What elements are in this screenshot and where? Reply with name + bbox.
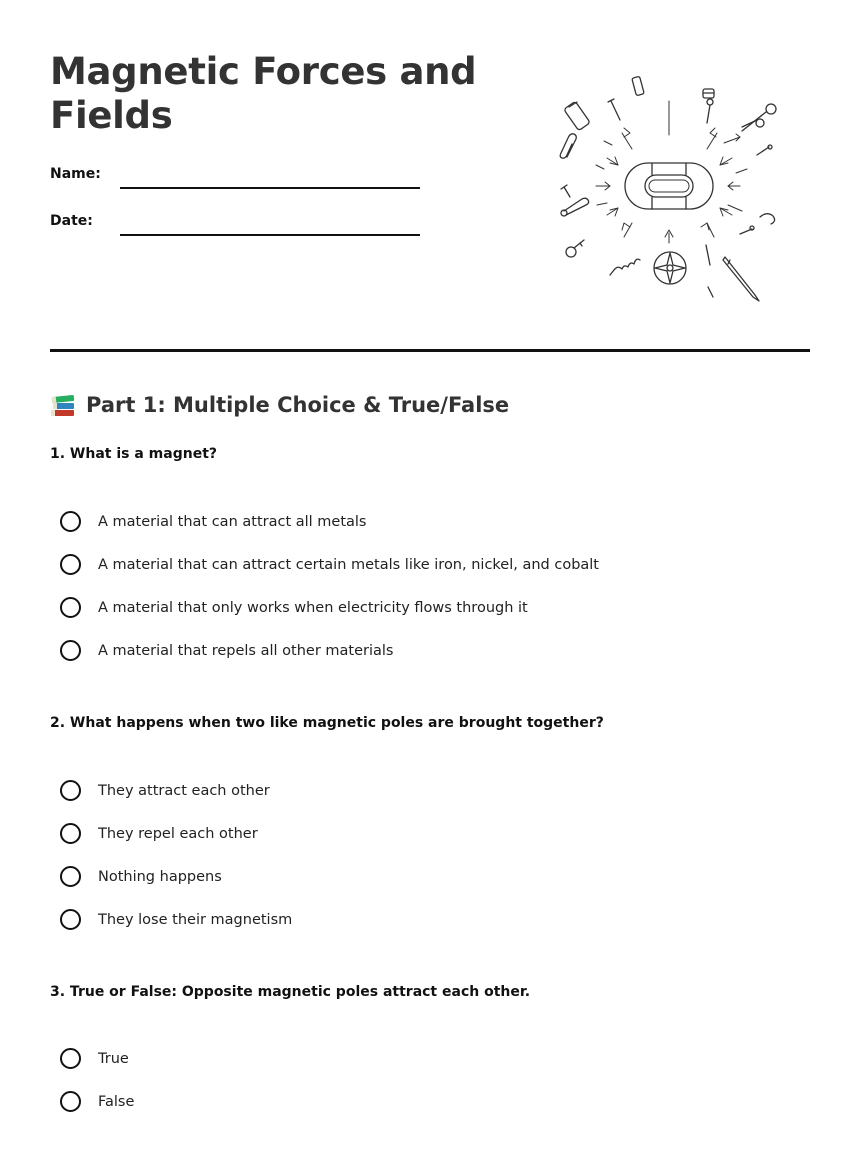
radio-button[interactable] [60, 597, 81, 618]
spring-icon [610, 259, 640, 275]
question-2-options [60, 769, 800, 941]
scissors-icon [742, 104, 776, 131]
option-label: They lose their magnetism [98, 911, 293, 928]
pin-icon [757, 145, 772, 155]
question-2-option-a[interactable] [60, 769, 800, 812]
option-label: A material that can attract all metals [98, 513, 367, 530]
date-field[interactable] [120, 234, 420, 236]
hook-icon [760, 214, 775, 224]
option-label: A material that can attract certain metals like iron, nickel, and cobalt [98, 556, 599, 573]
radio-button[interactable] [60, 640, 81, 661]
question-1-option-c[interactable] [60, 586, 800, 629]
question-3 [50, 982, 810, 1110]
battery-icon [564, 101, 590, 130]
question-2-text: 2. What happens when two like magnetic poles are brought together? [50, 715, 604, 731]
radio-button[interactable] [60, 909, 81, 930]
date-field-row [50, 207, 420, 237]
safety-pin-icon [561, 198, 589, 216]
books-icon [50, 392, 76, 418]
question-1-option-b[interactable] [60, 543, 800, 586]
question-1-option-d[interactable] [60, 629, 800, 672]
key-icon [566, 240, 584, 257]
page-title: Magnetic Forces and Fields [50, 50, 477, 137]
name-field[interactable] [120, 187, 420, 189]
radio-button[interactable] [60, 1048, 81, 1069]
option-label: True [98, 1050, 129, 1067]
radio-button[interactable] [60, 1091, 81, 1112]
question-1-text: 1. What is a magnet? [50, 446, 218, 462]
question-1-options [60, 500, 800, 672]
screw-icon [707, 99, 713, 123]
small-bolt-icon [561, 185, 570, 197]
needle-icon [706, 245, 713, 297]
question-3-options [60, 1037, 800, 1123]
part1-heading-text: Part 1: Multiple Choice & True/False [86, 393, 510, 417]
paperclip-icon [560, 134, 576, 158]
question-3-option-true[interactable] [60, 1037, 800, 1080]
name-label: Name: [50, 166, 101, 182]
question-3-option-false[interactable] [60, 1080, 800, 1123]
pen-icon [723, 257, 759, 301]
compass-icon [654, 252, 686, 284]
date-label: Date: [50, 213, 93, 229]
magnet-illustration-icon [552, 65, 787, 310]
option-label: False [98, 1093, 135, 1110]
question-1-option-a[interactable] [60, 500, 800, 543]
radio-button[interactable] [60, 823, 81, 844]
question-2 [50, 713, 810, 928]
option-label: A material that only works when electricity flows through it [98, 599, 528, 616]
option-label: A material that repels all other materials [98, 642, 394, 659]
option-label: They attract each other [98, 782, 270, 799]
name-field-row [50, 160, 420, 190]
header-divider [50, 349, 810, 352]
part1-heading [50, 388, 509, 422]
field-arrows-icon [596, 101, 747, 243]
question-2-option-d[interactable] [60, 898, 800, 941]
nut-icon [703, 89, 714, 98]
radio-button[interactable] [60, 866, 81, 887]
nail-icon [608, 99, 620, 120]
bolt-icon [632, 76, 644, 95]
question-1 [50, 444, 810, 659]
question-2-option-c[interactable] [60, 855, 800, 898]
question-3-text: 3. True or False: Opposite magnetic poles attract each other. [50, 984, 531, 1000]
magnet-icon [625, 163, 713, 209]
radio-button[interactable] [60, 780, 81, 801]
tack-icon [740, 226, 754, 234]
option-label: Nothing happens [98, 868, 222, 885]
radio-button[interactable] [60, 554, 81, 575]
radio-button[interactable] [60, 511, 81, 532]
question-2-option-b[interactable] [60, 812, 800, 855]
option-label: They repel each other [98, 825, 258, 842]
